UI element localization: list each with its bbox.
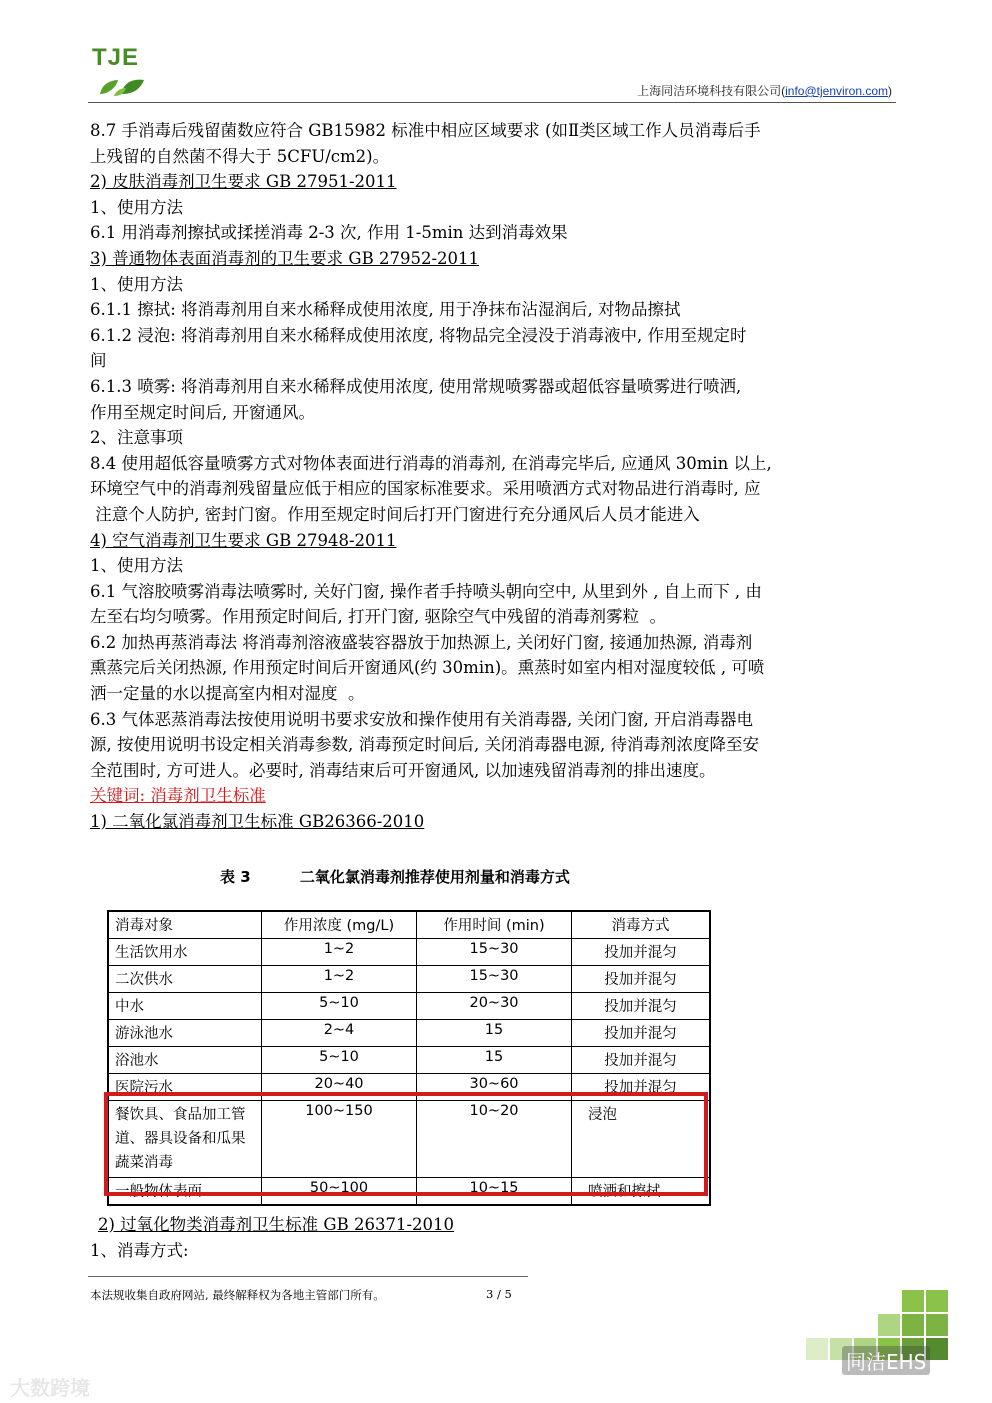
table-cell: 一般物体表面 [108, 1178, 262, 1206]
table-caption [220, 866, 570, 887]
table-cell: 1~2 [262, 966, 417, 993]
table-cell: 生活饮用水 [108, 939, 262, 966]
column-header: 作用浓度 (mg/L) [262, 911, 417, 939]
page-number: 3 / 5 [486, 1287, 512, 1301]
text-line: 6.3 气体恶蒸消毒法按使用说明书要求安放和操作使用有关消毒器, 关闭门窗, 开启消毒器电 [90, 709, 753, 729]
table-row [108, 1020, 710, 1047]
company-logo [92, 44, 152, 104]
table-cell: 浴池水 [108, 1047, 262, 1074]
text-line: 上残留的自然菌不得大于 5CFU/cm2)。 [90, 146, 390, 166]
table-cell: 二次供水 [108, 966, 262, 993]
keyword-heading: 关键词: 消毒剂卫生标准 [90, 786, 266, 806]
watermark-left: 大数跨境 [10, 1376, 90, 1400]
table-cell: 20~40 [262, 1074, 417, 1101]
logo-text: TJE [92, 44, 140, 71]
section-heading: 2) 过氧化物类消毒剂卫生标准 GB 26371-2010 [98, 1215, 455, 1234]
column-header: 消毒方式 [572, 911, 711, 939]
table-cell: 15~30 [417, 939, 572, 966]
table-cell: 15~30 [417, 966, 572, 993]
email-close: ) [888, 84, 892, 98]
text-line: 洒一定量的水以提高室内相对湿度 。 [90, 684, 365, 704]
table-cell: 投加并混匀 [572, 966, 711, 993]
table-cell: 10~20 [417, 1101, 572, 1178]
table-cell: 100~150 [262, 1101, 417, 1178]
table-row [108, 939, 710, 966]
table-cell: 1~2 [262, 939, 417, 966]
watermark-right: 同洁EHS [842, 1346, 930, 1375]
table-row [108, 1074, 710, 1101]
section-heading: 4) 空气消毒剂卫生要求 GB 27948-2011 [90, 530, 397, 550]
text-line: 熏蒸完后关闭热源, 作用预定时间后开窗通风(约 30min)。熏蒸时如室内相对湿度较低 , 可喷 [90, 658, 765, 678]
text-line: 环境空气中的消毒剂残留量应低于相应的国家标准要求。采用喷洒方式对物品进行消毒时, 应 [90, 479, 761, 499]
table-cell: 喷洒和擦拭 [572, 1178, 711, 1206]
table-row [108, 966, 710, 993]
text-line: 注意个人防护, 密封门窗。作用至规定时间后打开门窗进行充分通风后人员才能进入 [90, 504, 700, 524]
table-number: 表 3 [220, 868, 251, 886]
table-title: 二氧化氯消毒剂推荐使用剂量和消毒方式 [299, 868, 570, 886]
table-cell: 投加并混匀 [572, 1074, 711, 1101]
email-open: ( [781, 84, 786, 98]
section-heading: 2) 皮肤消毒剂卫生要求 GB 27951-2011 [90, 172, 397, 192]
table-row [108, 1101, 710, 1178]
text-line: 源, 按使用说明书设定相关消毒参数, 消毒预定时间后, 关闭消毒器电源, 待消毒剂浓度降至安 [90, 735, 759, 755]
document-body [90, 118, 910, 835]
text-line: 1、使用方法 [90, 556, 183, 576]
text-line: 6.2 加热再蒸消毒法 将消毒剂溶液盛装容器放于加热源上, 关闭好门窗, 接通加热源, 消毒剂 [90, 632, 753, 652]
header-divider [88, 102, 896, 103]
table-cell: 2~4 [262, 1020, 417, 1047]
table-cell: 投加并混匀 [572, 939, 711, 966]
table-cell: 5~10 [262, 993, 417, 1020]
text-line: 左至右均匀喷雾。作用预定时间后, 打开门窗, 驱除空气中残留的消毒剂雾粒 。 [90, 607, 666, 627]
section-heading: 3) 普通物体表面消毒剂的卫生要求 GB 27952-2011 [90, 248, 480, 268]
column-header: 作用时间 (min) [417, 911, 572, 939]
text-line: 6.1.3 喷雾: 将消毒剂用自来水稀释成使用浓度, 使用常规喷雾器或超低容量喷雾进行喷洒, [90, 376, 742, 396]
footer-note: 本法规收集自政府网站, 最终解释权为各地主管部门所有。 [90, 1288, 385, 1302]
table-cell: 投加并混匀 [572, 1020, 711, 1047]
email-link[interactable]: info@tjenviron.com [785, 84, 888, 98]
table-cell: 投加并混匀 [572, 1047, 711, 1074]
table-cell: 15 [417, 1047, 572, 1074]
table-cell: 浸泡 [572, 1101, 711, 1178]
table-cell: 50~100 [262, 1178, 417, 1206]
text-line: 1、消毒方式: [90, 1240, 189, 1260]
company-name: 上海同洁环境科技有限公司 [637, 84, 782, 98]
text-line: 间 [90, 351, 107, 371]
text-line: 2、注意事项 [90, 428, 183, 448]
table-row [108, 1047, 710, 1074]
text-line: 8.4 使用超低容量喷雾方式对物体表面进行消毒的消毒剂, 在消毒完毕后, 应通风 30min 以上, [90, 453, 772, 473]
document-body-continued [90, 1212, 910, 1263]
table-row [108, 993, 710, 1020]
table-cell: 20~30 [417, 993, 572, 1020]
section-heading: 1) 二氧化氯消毒剂卫生标准 GB26366-2010 [90, 812, 425, 832]
table-cell: 10~15 [417, 1178, 572, 1206]
company-header [637, 82, 892, 99]
text-line: 6.1.1 擦拭: 将消毒剂用自来水稀释成使用浓度, 用于净抹布沾湿润后, 对物品擦拭 [90, 300, 681, 320]
text-line: 6.1.2 浸泡: 将消毒剂用自来水稀释成使用浓度, 将物品完全浸没于消毒液中, 作用至规定时 [90, 325, 747, 345]
leaf-icon [96, 76, 148, 98]
table-cell: 15 [417, 1020, 572, 1047]
table-row [108, 1178, 710, 1206]
text-line: 6.1 气溶胶喷雾消毒法喷雾时, 关好门窗, 操作者手持喷头朝向空中, 从里到外 , 自上而下 , 由 [90, 581, 762, 601]
table-cell: 30~60 [417, 1074, 572, 1101]
table-cell: 游泳池水 [108, 1020, 262, 1047]
dosage-table [107, 910, 711, 1206]
column-header: 消毒对象 [108, 911, 262, 939]
table-cell: 投加并混匀 [572, 993, 711, 1020]
table-cell: 医院污水 [108, 1074, 262, 1101]
text-line: 8.7 手消毒后残留菌数应符合 GB15982 标准中相应区域要求 (如Ⅱ类区域工作人员消毒后手 [90, 121, 761, 140]
text-line: 1、使用方法 [90, 197, 183, 217]
table-cell: 餐饮具、食品加工管道、器具设备和瓜果蔬菜消毒 [108, 1101, 262, 1178]
footer-divider [88, 1276, 528, 1277]
table-cell: 中水 [108, 993, 262, 1020]
text-line: 1、使用方法 [90, 274, 183, 294]
text-line: 作用至规定时间后, 开窗通风。 [90, 402, 315, 422]
table-cell: 5~10 [262, 1047, 417, 1074]
text-line: 6.1 用消毒剂擦拭或揉搓消毒 2-3 次, 作用 1-5min 达到消毒效果 [90, 223, 568, 243]
table-header-row [108, 911, 710, 939]
text-line: 全范围时, 方可进人。必要时, 消毒结束后可开窗通风, 以加速残留消毒剂的排出速度。 [90, 760, 716, 780]
